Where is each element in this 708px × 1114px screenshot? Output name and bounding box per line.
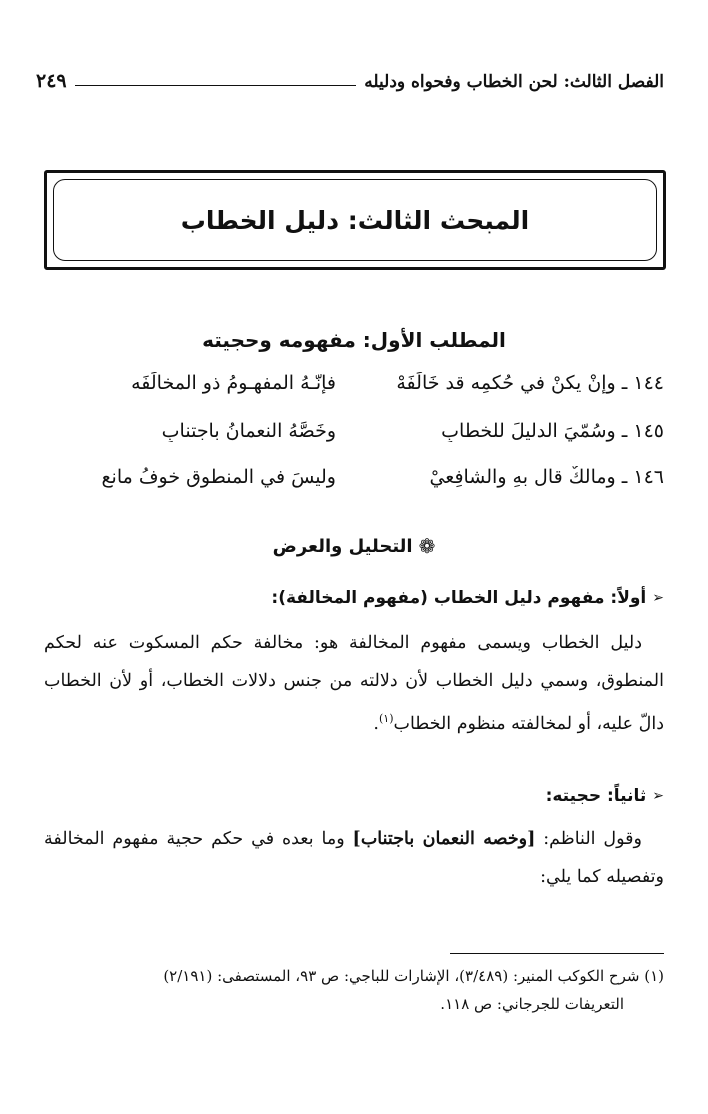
point-1-paragraph [44,624,664,743]
verse-145 [44,413,664,449]
verse-second-hemistich: وليسَ في المنطوقِ خوفُ مانعِ [101,466,336,488]
footnotes [44,962,664,1018]
point-1-title: أولاً: مفهوم دليل الخطاب (مفهوم المخالفة): [271,588,647,608]
chapter-running-title: الفصل الثالث: لحن الخطاب وفحواه ودليله [364,72,664,92]
arrow-marker-icon: ➢ [652,788,664,804]
verse-second-hemistich: فإنّـهُ المفهـومُ ذو المخالَفَه [131,372,336,394]
footnote-reference: (١) [378,712,394,725]
running-header [36,62,664,92]
section-title: المبحث الثالث: دليل الخطاب [180,205,530,235]
point-1-end: . [373,713,379,734]
point-2-body-end: وما بعده في حكم حجية مفهوم المخالفة وتفصيله كما يلي: [44,829,664,887]
analysis-heading [0,534,708,558]
point-2-body-start: وقول الناظم: [535,829,642,849]
point-1-body: دليل الخطاب ويسمى مفهوم المخالفة هو: مخالفة حكم المسكوت عنه لحكم المنطوق، وسمي دليل الخطاب لأن دلالته من جنس دلالات الخطاب، أو لأن الخطاب دالّ عليه، أو لمخالفته منظوم الخطاب [44,633,664,734]
point-2-paragraph [44,820,664,896]
header-rule [75,85,357,86]
point-2-quote: [وخصه النعمان باجتناب] [352,829,536,849]
point-2-heading [44,786,664,806]
section-title-frame [44,170,666,270]
verse-second-hemistich: وخَصَّهُ النعمانُ باجتنابِ [161,420,336,442]
footnote-line-2: التعريفات للجرجاني: ص ١١٨. [440,995,624,1013]
verse-first-hemistich: ١٤٦ ـ ومالكٌ قال بهِ والشافِعيْ [429,466,664,488]
ornament-icon: ❁ [418,534,436,558]
verse-144 [44,365,664,401]
verse-146 [44,459,664,495]
verse-first-hemistich: ١٤٤ ـ وإنْ يكنْ في حُكمِه قد خَالَفَهْ [396,372,664,394]
point-1-heading [44,588,664,608]
point-2-title: ثانياً: حجيته: [545,786,647,806]
footnote-line-1: (١) شرح الكوكب المنير: (٣/٤٨٩)، الإشارات للباجي: ص ٩٣، المستصفى: (٢/١٩١) [163,967,664,985]
section-title-inner-frame [53,179,657,261]
analysis-title: التحليل والعرض [272,535,413,557]
page-number: ٢٤٩ [36,70,67,92]
verse-first-hemistich: ١٤٥ ـ وسُمّيَ الدليلَ للخطابِ [441,420,664,442]
subsection-title: المطلب الأول: مفهومه وحجيته [202,328,506,352]
arrow-marker-icon: ➢ [652,590,664,606]
footnote-rule [450,953,664,954]
